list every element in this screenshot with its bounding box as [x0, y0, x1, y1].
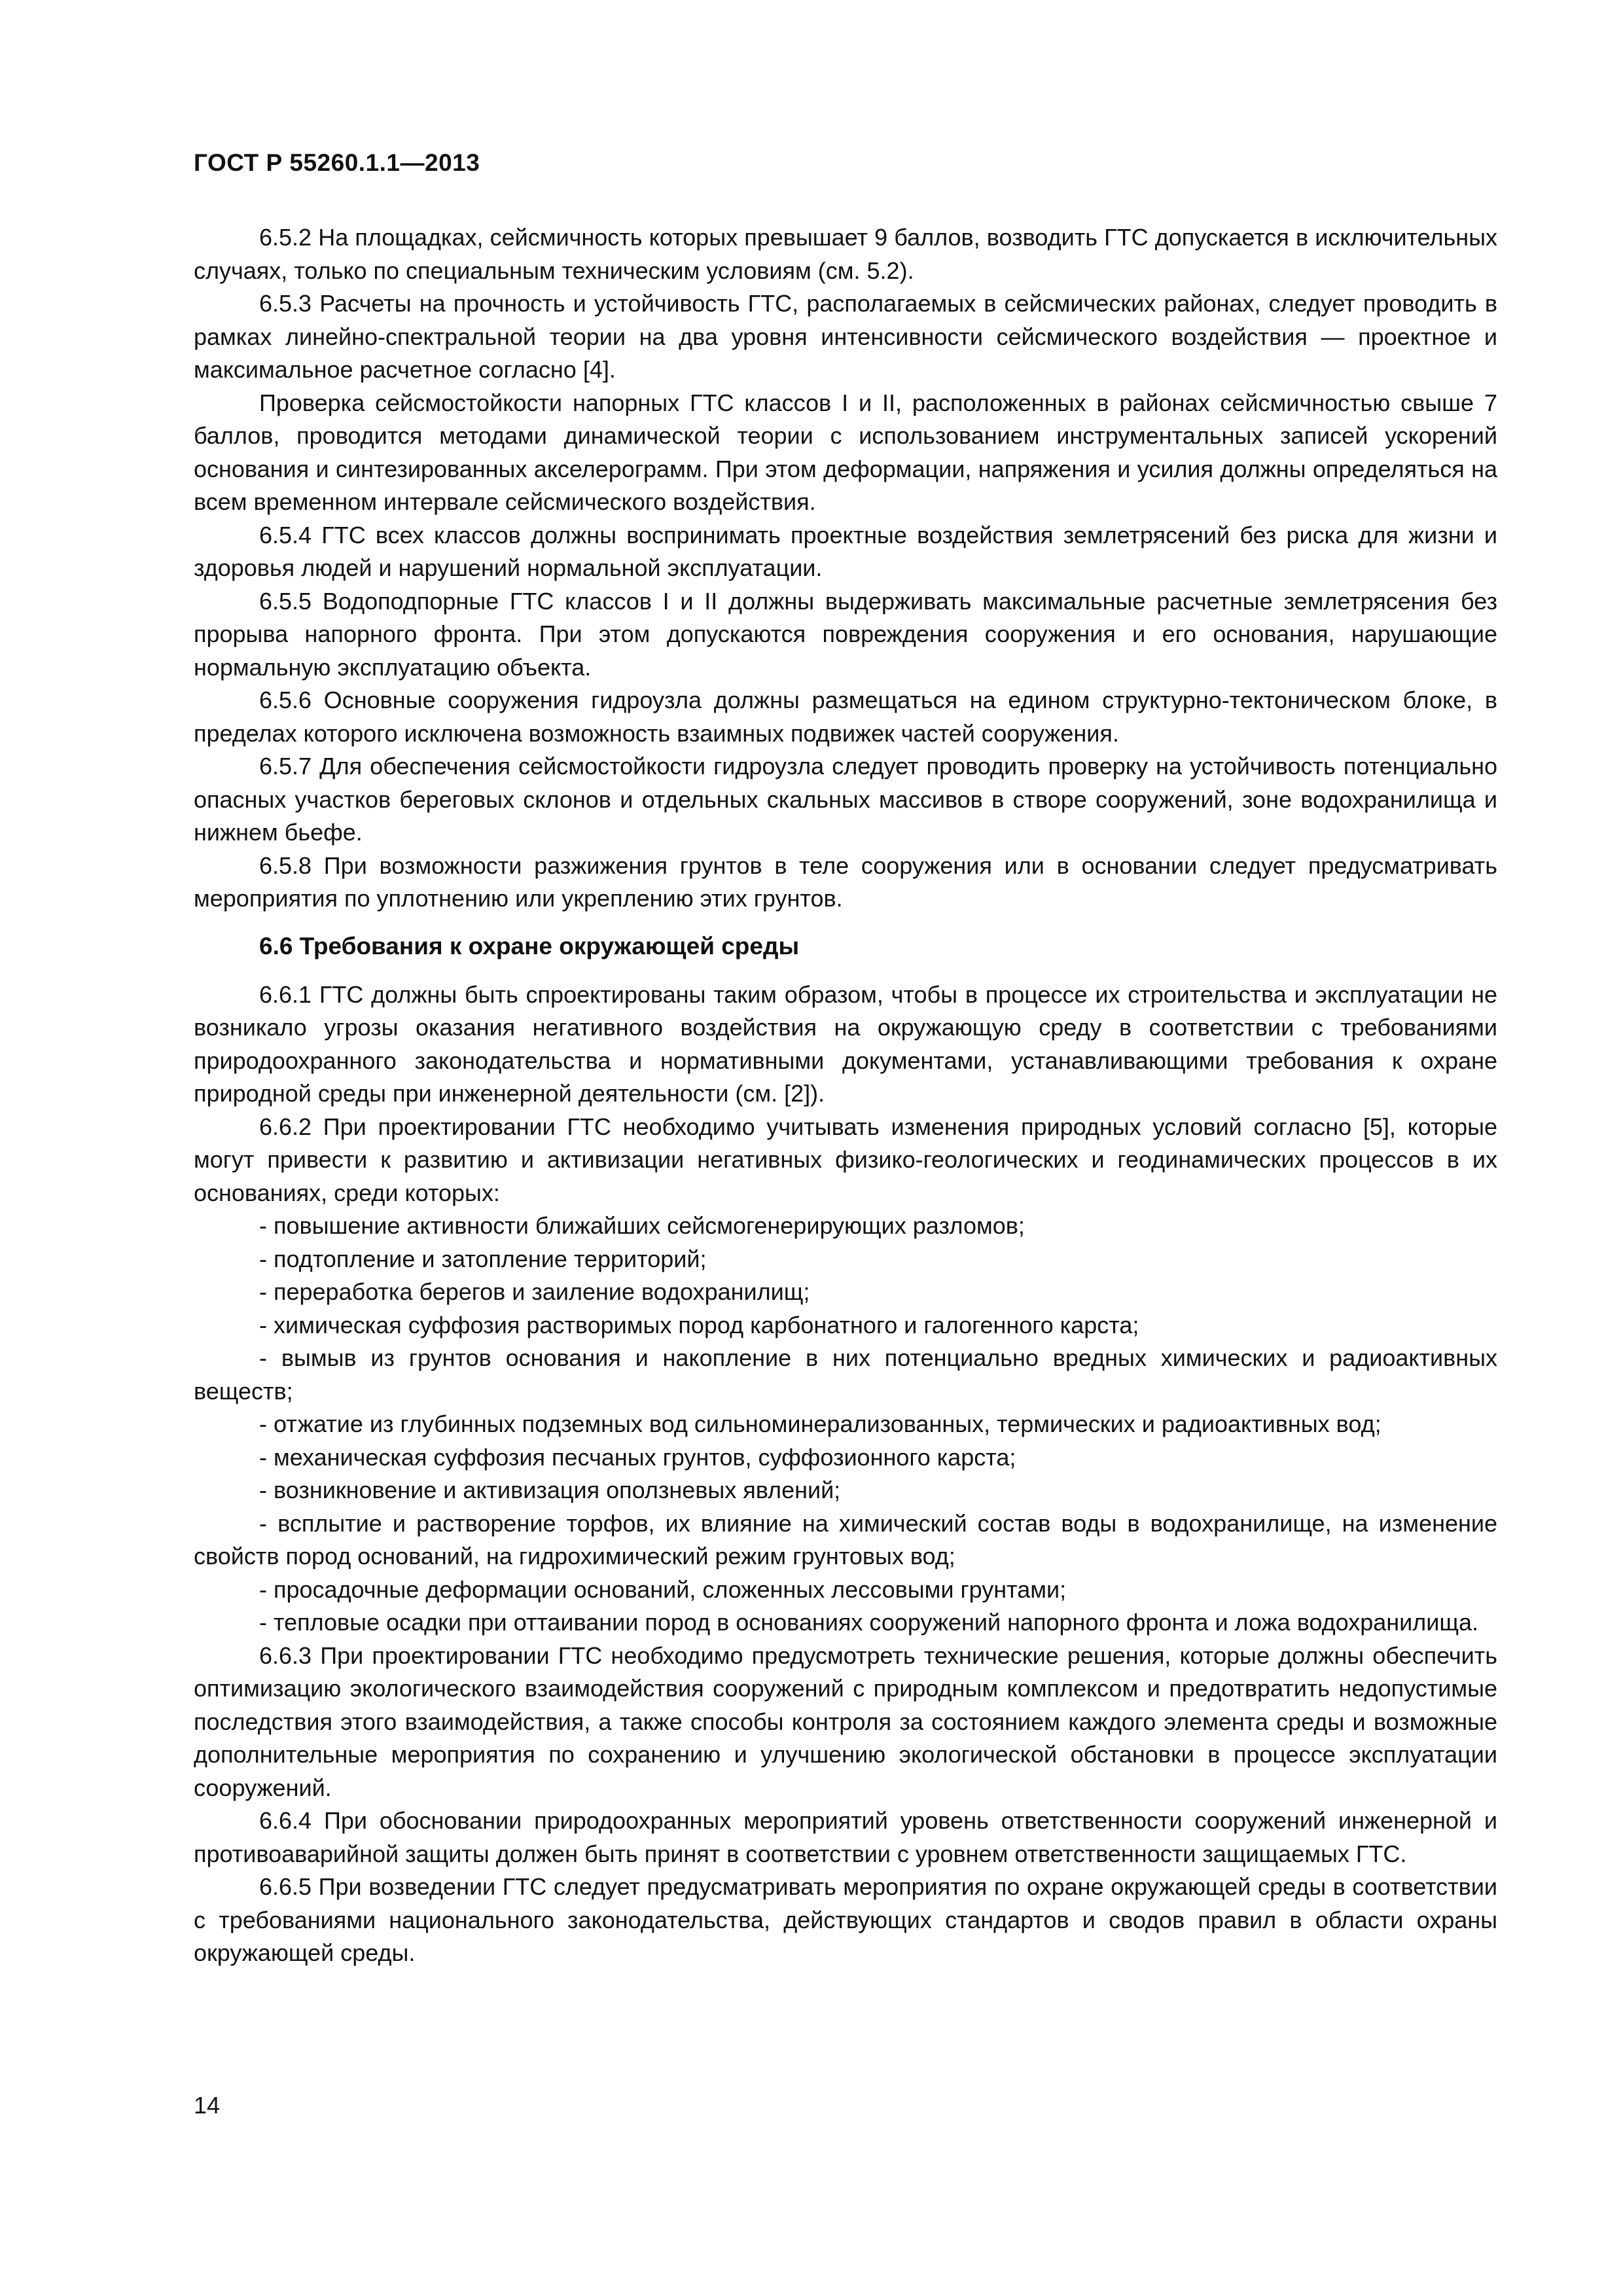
paragraph-6-6-2: 6.6.2 При проектировании ГТС необходимо учитывать изменения природных условий согласно [5], которые могут привести к развитию и активизации негативных физико-геологических и геодинамических процессов в их основаниях, среди которых: [194, 1113, 1497, 1206]
paragraph-6-5-5: 6.5.5 Водоподпорные ГТС классов I и II должны выдерживать максимальные расчетные землетрясения без прорыва напорного фронта. При этом допускаются повреждения сооружения и его основания, нарушающие нормальную эксплуатацию объекта. [194, 587, 1497, 681]
paragraph-6-6-1: 6.6.1 ГТС должны быть спроектированы таким образом, чтобы в процессе их строительства и эксплуатации не возникало угрозы оказания негативного воздействия на окружающую среду в соответствии с требованиями природоохранного законодательства и нормативными документами, устанавливающими требования к охране природной среды при инженерной деятельности (см. [2]). [194, 980, 1497, 1107]
document-code-header: ГОСТ Р 55260.1.1—2013 [194, 149, 480, 176]
paragraph-6-5-8: 6.5.8 При возможности разжижения грунтов в теле сооружения или в основании следует предусматривать мероприятия по уплотнению или укреплению этих грунтов. [194, 852, 1497, 912]
paragraph-6-5-3: 6.5.3 Расчеты на прочность и устойчивость ГТС, располагаемых в сейсмических районах, следует проводить в рамках линейно-спектральной теории на два уровня интенсивности сейсмического воздействия — проектное и максимальное расчетное согласно [4]. [194, 290, 1497, 383]
list-item: - отжатие из глубинных подземных вод сильноминерализованных, термических и радиоактивных вод; [259, 1410, 1382, 1437]
list-item: - просадочные деформации оснований, сложенных лессовыми грунтами; [259, 1575, 1067, 1603]
list-item: - повышение активности ближайших сейсмогенерирующих разломов; [259, 1212, 1025, 1239]
list-item: - всплытие и растворение торфов, их влияние на химический состав воды в водохранилище, на изменение свойств пород оснований, на гидрохимический режим грунтовых вод; [194, 1509, 1497, 1570]
document-body [194, 221, 1497, 1970]
section-heading-6-6: 6.6 Требования к охране окружающей среды [259, 932, 800, 960]
paragraph-6-6-3: 6.6.3 При проектировании ГТС необходимо предусмотреть технические решения, которые должны обеспечить оптимизацию экологического взаимодействия сооружений с природным комплексом и предотвратить недопустимые последствия этого взаимодействия, а также способы контроля за состоянием каждого элемента среды и возможные дополнительные мероприятия по сохранению и улучшению экологической обстановки в процессе эксплуатации сооружений. [194, 1641, 1497, 1801]
list-item: - тепловые осадки при оттаивании пород в основаниях сооружений напорного фронта и ложа водохранилища. [259, 1609, 1479, 1636]
list-item: - химическая суффозия растворимых пород карбонатного и галогенного карста; [259, 1311, 1139, 1338]
list-item: - механическая суффозия песчаных грунтов, суффозионного карста; [259, 1443, 1016, 1471]
paragraph-6-5-2: 6.5.2 На площадках, сейсмичность которых превышает 9 баллов, возводить ГТС допускается в исключительных случаях, только по специальным техническим условиям (см. 5.2). [194, 224, 1497, 284]
paragraph-6-6-4: 6.6.4 При обосновании природоохранных мероприятий уровень ответственности сооружений инженерной и противоаварийной защиты должен быть принят в соответствии с уровнем ответственности защищаемых ГТС. [194, 1807, 1497, 1867]
paragraph-6-6-5: 6.6.5 При возведении ГТС следует предусматривать мероприятия по охране окружающей среды в соответствии с требованиями национального законодательства, действующих стандартов и сводов правил в области охраны окружающей среды. [194, 1873, 1497, 1966]
list-item: - переработка берегов и заиление водохранилищ; [259, 1278, 810, 1305]
list-item: - подтопление и затопление территорий; [259, 1245, 707, 1272]
document-page [194, 0, 1497, 2296]
page-number: 14 [194, 2092, 221, 2119]
list-item: - возникновение и активизация оползневых явлений; [259, 1477, 841, 1503]
paragraph-6-5-6: 6.5.6 Основные сооружения гидроузла должны размещаться на едином структурно-тектоническом блоке, в пределах которого исключена возможность взаимных подвижек частей сооружения. [194, 687, 1497, 747]
paragraph-6-5-4: 6.5.4 ГТС всех классов должны воспринимать проектные воздействия землетрясений без риска для жизни и здоровья людей и нарушений нормальной эксплуатации. [194, 521, 1497, 581]
paragraph-6-5-3-seismic-check: Проверка сейсмостойкости напорных ГТС классов I и II, расположенных в районах сейсмичностью свыше 7 баллов, проводится методами динамической теории с использованием инструментальных записей ускорений основания и синтезированных акселерограмм. При этом деформации, напряжения и усилия должны определяться на всем временном интервале сейсмического воздействия. [194, 389, 1497, 515]
list-item: - вымыв из грунтов основания и накопление в них потенциально вредных химических и радиоактивных веществ; [194, 1344, 1497, 1405]
paragraph-6-5-7: 6.5.7 Для обеспечения сейсмостойкости гидроузла следует проводить проверку на устойчивость потенциально опасных участков береговых склонов и отдельных скальных массивов в створе сооружений, зоне водохранилища и нижнем бьефе. [194, 753, 1497, 846]
